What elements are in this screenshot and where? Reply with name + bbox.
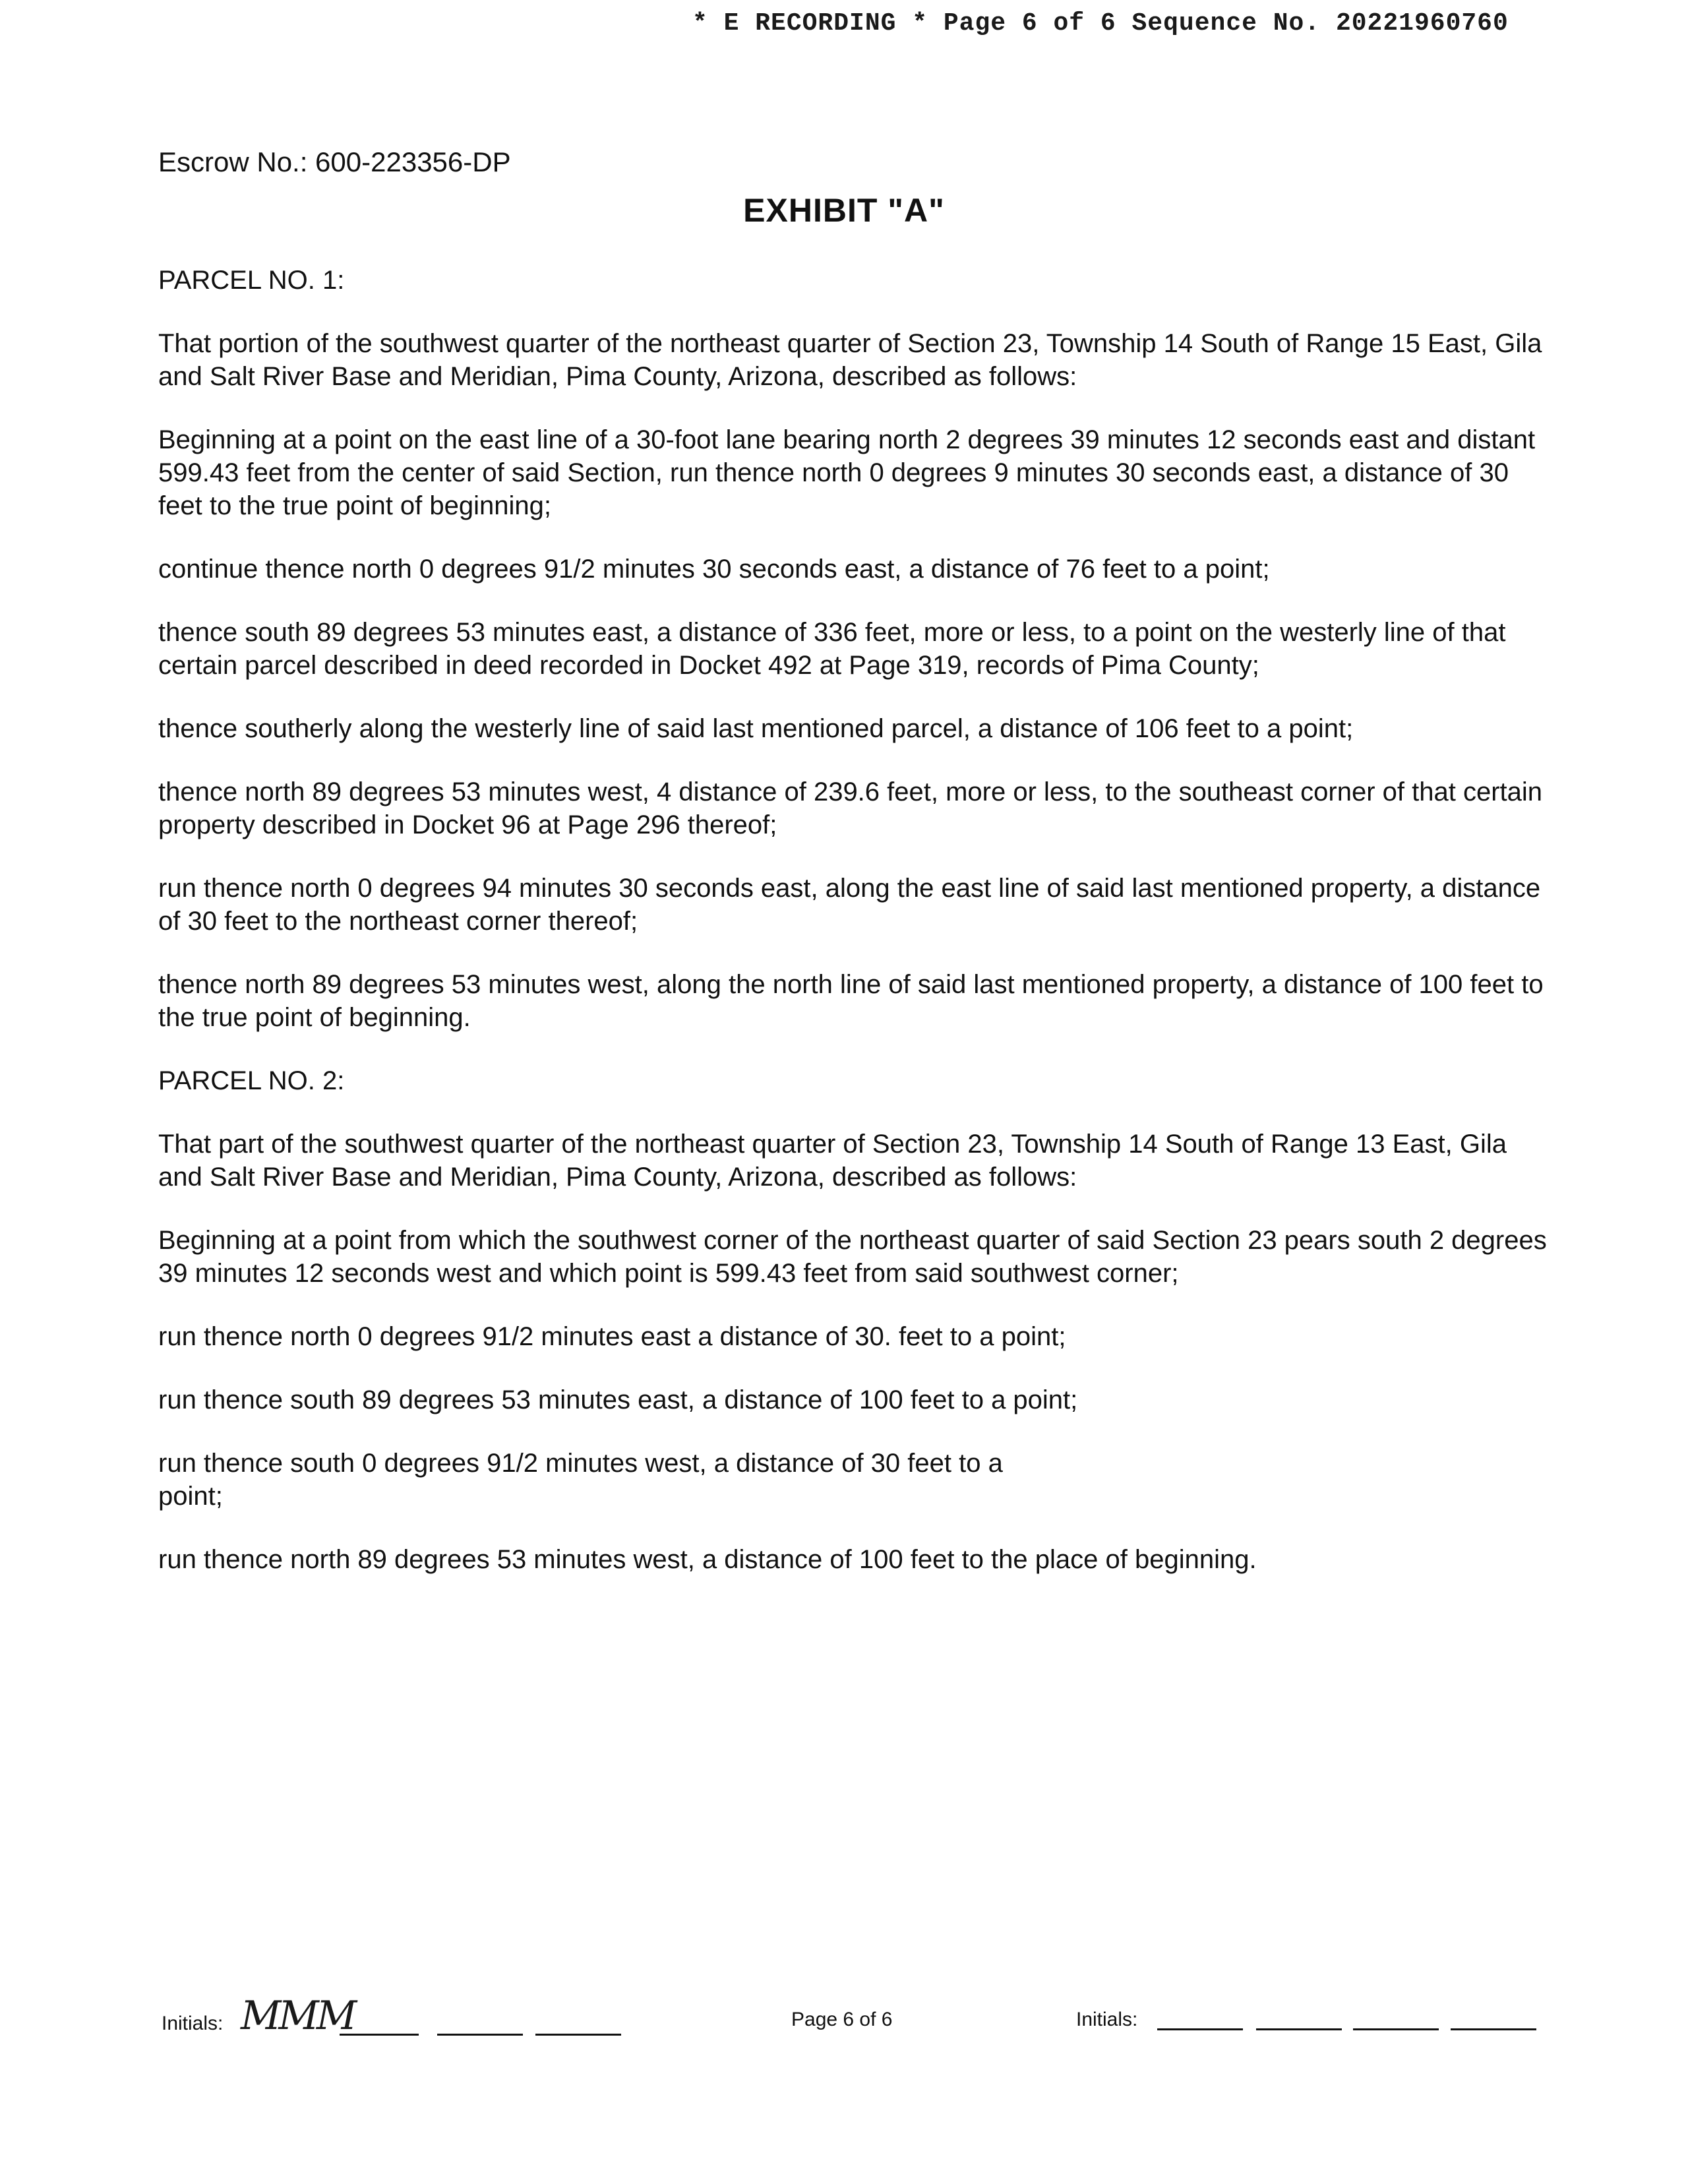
page-number: Page 6 of 6 [791,2009,893,2030]
parcel-2-course-2: run thence south 89 degrees 53 minutes east, a distance of 100 feet to a point; [158,1385,1078,1414]
initials-line-right-4 [1451,2028,1536,2030]
parcel-1-course-6: thence north 89 degrees 53 minutes west, along the north line of said last mentioned property, a distance of 100 feet to the true point of beginning. [158,970,1544,1032]
recording-header: * E RECORDING * Page 6 of 6 Sequence No. 20221960760 [692,9,1509,38]
initials-line-left-3 [535,2034,621,2036]
page-footer [0,1993,1688,2051]
parcel-2-beginning: Beginning at a point from which the southwest corner of the northeast quarter of said Section 23 pears south 2 degrees 39 minutes 12 seconds west and which point is 599.43 feet from said southwest corner; [158,1226,1547,1288]
escrow-number: Escrow No.: 600-223356-DP [158,146,511,177]
initials-line-left-1 [340,2034,419,2036]
parcel-1-course-3: thence southerly along the westerly line of said last mentioned parcel, a distance of 106 feet to a point; [158,714,1354,743]
parcel-1-intro: That portion of the southwest quarter of the northeast quarter of Section 23, Township 14 South of Range 15 East, Gila and Salt River Base and Meridian, Pima County, Arizona, described as follows: [158,329,1542,391]
parcel-1-course-1: continue thence north 0 degrees 91/2 minutes 30 seconds east, a distance of 76 feet to a point; [158,555,1270,584]
parcel-1-course-5: run thence north 0 degrees 94 minutes 30 seconds east, along the east line of said last mentioned property, a distance of 30 feet to the northeast corner thereof; [158,874,1541,936]
legal-description [158,264,1556,1606]
parcel-1-course-2: thence south 89 degrees 53 minutes east, a distance of 336 feet, more or less, to a point on the westerly line of that certain parcel described in deed recorded in Docket 492 at Page 319, records of Pima County; [158,618,1506,680]
initials-right-label: Initials: [1076,2009,1138,2030]
initials-line-right-2 [1256,2028,1342,2030]
parcel-2-heading: PARCEL NO. 2: [158,1066,345,1095]
initials-left-label: Initials: [162,2013,224,2034]
initials-line-right-1 [1157,2028,1243,2030]
parcel-2-course-4: run thence north 89 degrees 53 minutes west, a distance of 100 feet to the place of beginning. [158,1545,1257,1574]
parcel-2-course-1: run thence north 0 degrees 91/2 minutes east a distance of 30. feet to a point; [158,1322,1066,1351]
initials-line-right-3 [1353,2028,1439,2030]
parcel-2-intro: That part of the southwest quarter of the northeast quarter of Section 23, Township 14 South of Range 13 East, Gila and Salt River Base and Meridian, Pima County, Arizona, described as follows: [158,1130,1507,1192]
initials-signature: MMM [241,1993,355,2039]
exhibit-title: EXHIBIT "A" [743,192,945,229]
parcel-1-beginning: Beginning at a point on the east line of a 30-foot lane bearing north 2 degrees 39 minutes 12 seconds east and distant 599.43 feet from the center of said Section, run thence north 0 degrees 9 minutes 30 seconds east, a distance of 30 feet to the true point of beginning; [158,425,1536,520]
parcel-2-course-3: run thence south 0 degrees 91/2 minutes west, a distance of 30 feet to a point; [158,1449,1003,1511]
initials-line-left-2 [437,2034,523,2036]
parcel-1-course-4: thence north 89 degrees 53 minutes west, 4 distance of 239.6 feet, more or less, to the southeast corner of that certain property described in Docket 96 at Page 296 thereof; [158,777,1543,839]
parcel-1-heading: PARCEL NO. 1: [158,266,345,295]
